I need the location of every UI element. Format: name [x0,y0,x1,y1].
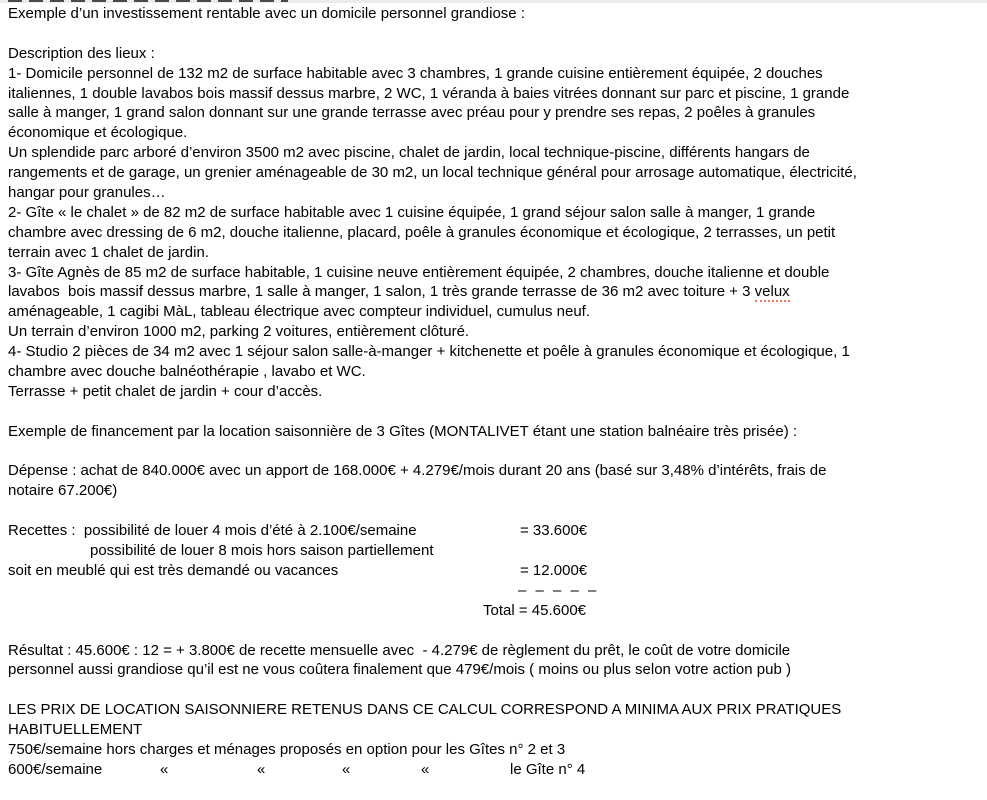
recettes-amount-2: = 12.000€ [520,561,588,579]
total-line [8,601,987,621]
description-heading: Description des lieux : [8,44,155,62]
gite-4-label: le Gîte n° 4 [510,760,586,778]
blank-line [8,680,987,700]
prix-caps-line: HABITUELLEMENT [8,721,143,739]
prix-line-750: 750€/semaine hors charges et ménages proposés en option pour les Gîtes n° 2 et 3 [8,740,566,758]
body-line-with-misspelling [8,282,987,302]
financing-intro: Exemple de financement par la location saisonnière de 3 Gîtes (MONTALIVET étant une station balnéaire très prisée) : [8,422,798,440]
total-amount: Total = 45.600€ [483,601,587,619]
blank-line [8,402,987,422]
body-text: lavabos bois massif dessus marbre, 1 salle à manger, 1 salon, 1 très grande terrasse de 36 m2 avec toiture + 3 [8,283,755,301]
body-line: 3- Gîte Agnès de 85 m2 de surface habitable, 1 cuisine neuve entièrement équipée, 2 chambres, douche italienne et double [8,263,830,281]
prix-caps-line: LES PRIX DE LOCATION SAISONNIERE RETENUS DANS CE CALCUL CORRESPOND A MINIMA AUX PRIX PRATIQUES [8,701,842,719]
recettes-amount-1: = 33.600€ [520,522,588,540]
document-title: Exemple d’un investissement rentable avec un domicile personnel grandiose : [8,5,525,22]
cropped-text-sliver [8,0,288,2]
recettes-line-1 [8,521,987,541]
body-line: Un terrain d’environ 1000 m2, parking 2 voitures, entièrement clôturé. [8,323,470,341]
resultat-line: personnel aussi grandiose qu’il est ne vous coûtera finalement que 479€/mois ( moins ou plus selon votre action pub ) [8,661,791,679]
body-line: aménageable, 1 cagibi MàL, tableau électrique avec compteur individuel, cumulus neuf. [8,303,591,321]
resultat-line: Résultat : 45.600€ : 12 = + 3.800€ de recette mensuelle avec - 4.279€ de règlement du prêt, le coût de votre domicile [8,641,791,659]
ditto-mark: « [257,760,266,778]
blank-line [8,621,987,641]
cropped-content-edge [0,0,987,3]
ditto-mark: « [160,760,169,778]
recettes-line-3 [8,561,987,581]
body-line: chambre avec dressing de 6 m2, douche italienne, placard, poêle à granules économique et écologique, 2 terrasses, un petit [8,223,836,241]
body-line: Terrasse + petit chalet de jardin + cour d’accès. [8,382,323,400]
misspelled-word: velux [754,283,790,301]
prix-600-label: 600€/semaine [8,760,103,778]
ditto-mark: « [342,760,351,778]
body-line: 4- Studio 2 pièces de 34 m2 avec 1 séjour salon salle-à-manger + kitchenette et poêle à granules économique et écologique, 1 [8,343,850,361]
ditto-mark: « [421,760,430,778]
body-line: 2- Gîte « le chalet » de 82 m2 de surface habitable avec 1 cuisine équipée, 1 grand séjour salon salle à manger, 1 grande [8,203,816,221]
body-line: rangements et de garage, un grenier aménageable de 30 m2, un local technique général pour arrosage automatique, électricité, [8,164,857,182]
body-line: 1- Domicile personnel de 132 m2 de surface habitable avec 3 chambres, 1 grande cuisine entièrement équipée, 2 douches [8,64,823,82]
recettes-text: soit en meublé qui est très demandé ou vacances [8,561,339,579]
body-line: salle à manger, 1 grand salon donnant sur une grande terrasse avec préau pour y prendre ses repas, 2 poêles à granules [8,104,816,122]
body-line: chambre avec douche balnéothérapie , lavabo et WC. [8,363,366,381]
prix-line-600 [8,760,987,780]
depense-line: Dépense : achat de 840.000€ avec un apport de 168.000€ + 4.279€/mois durant 20 ans (basé sur 3,48% d’intérêts, frais de [8,462,827,480]
body-line: économique et écologique. [8,124,188,142]
depense-line: notaire 67.200€) [8,482,118,500]
sum-separator: – – – – – [518,581,599,599]
recettes-line-2: possibilité de louer 8 mois hors saison partiellement [90,542,434,560]
sum-separator-line [8,581,987,601]
recettes-text: Recettes : possibilité de louer 4 mois d’été à 2.100€/semaine [8,522,417,540]
body-line: terrain avec 1 chalet de jardin. [8,243,209,261]
blank-line [8,24,987,44]
body-line: Un splendide parc arboré d’environ 3500 m2 avec piscine, chalet de jardin, local technique-piscine, différents hangars de [8,144,810,162]
body-line: hangar pour granules… [8,184,166,202]
blank-line [8,442,987,462]
blank-line [8,501,987,521]
body-line: italiennes, 1 double lavabos bois massif dessus marbre, 2 WC, 1 véranda à baies vitrées donnant sur parc et piscine, 1 grande [8,84,850,102]
